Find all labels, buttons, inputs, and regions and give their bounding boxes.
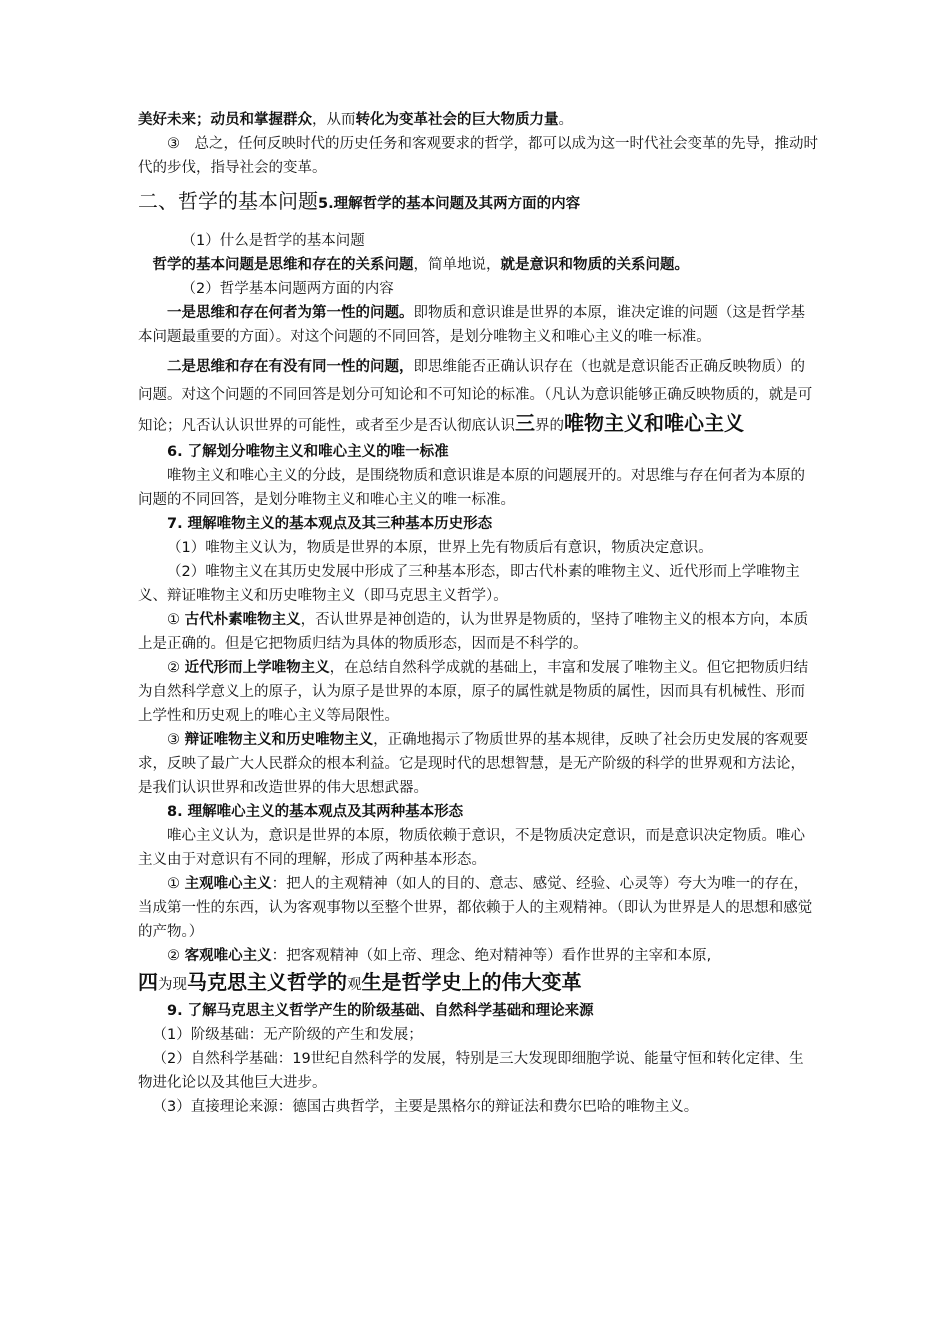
paragraph-continuation (138, 108, 818, 132)
subsection-8-body: 唯心主义认为，意识是世界的本原，物质依赖于意识，不是物质决定意识，而是意识决定物质。唯心主义由于对意识有不同的理解，形成了两种基本形态。 (138, 828, 805, 868)
bold-text: 就是意识和物质的关系问题。 (500, 257, 689, 273)
list-marker: ③ (167, 732, 185, 748)
subsection-7-form-a (138, 608, 818, 656)
list-marker: ① (167, 612, 185, 628)
heading-text: 二、哲学的基本问题 (138, 189, 318, 213)
text: 为现 (158, 977, 187, 993)
question-1-answer (138, 253, 818, 277)
subsection-7-item-2: （2）唯物主义在其历史发展中形成了三种基本形态，即古代朴素的唯物主义、近代形而上学唯物主义、辩证唯物主义和历史唯物主义（即马克思主义哲学）。 (138, 564, 800, 604)
subsection-7-item-1: （1）唯物主义认为，物质是世界的本原，世界上先有物质后有意识，物质决定意识。 (167, 540, 713, 556)
subsection-7-form-b (138, 656, 818, 728)
heading-text: 马克思主义哲学的 (187, 970, 347, 994)
subsection-8-form-a (138, 872, 818, 944)
subsection-9-item-1: （1）阶级基础：无产阶级的产生和发展； (152, 1027, 423, 1043)
text: ，简单地说， (413, 257, 501, 273)
text: ，否认世界是神创造的，认为世界是物质的，坚持了唯物主义的根本方向，本质上是正确的。但是它把物质归结为具体的物质形态，因而是不科学的。 (138, 612, 809, 652)
list-marker: ② (167, 948, 185, 964)
bold-text: 转化为变革社会的巨大物质力量 (355, 112, 559, 128)
question-2: （2）哲学基本问题两方面的内容 (181, 281, 394, 297)
paragraph-summary: ③ 总之，任何反映时代的历史任务和客观要求的哲学，都可以成为这一时代社会变革的先导，推动时代的步伐，指导社会的变革。 (138, 136, 818, 176)
heading-number: 三 (515, 411, 535, 435)
subsection-9-title: 9. 了解马克思主义哲学产生的阶级基础、自然科学基础和理论来源 (167, 1003, 594, 1019)
bold-text: 二是思维和存在有没有同一性的问题， (167, 359, 414, 375)
text: 观 (347, 977, 362, 993)
subsection-6-body: 唯物主义和唯心主义的分歧，是围绕物质和意识谁是本原的问题展开的。对思维与存在何者为本原的问题的不同回答，是划分唯物主义和唯心主义的唯一标准。 (138, 468, 805, 508)
list-marker: ② (167, 660, 185, 676)
subheading-text: 5.理解哲学的基本问题及其两方面的内容 (318, 196, 581, 212)
text: 即物质和意识谁是世界的本原，谁决定谁的问题（这是哲学基本问题最重要的方面）。对这个问题的不同回答，是划分唯物主义和唯心主义的唯一标准。 (138, 305, 805, 345)
bold-text: 古代朴素唯物主义 (184, 612, 301, 628)
list-marker: ① (167, 876, 185, 892)
subsection-8-form-b (138, 944, 818, 968)
question-2-part-b (138, 353, 818, 440)
bold-text: 近代形而上学唯物主义 (184, 660, 330, 676)
subsection-7-title: 7. 理解唯物主义的基本观点及其三种基本历史形态 (167, 516, 493, 532)
heading-number: 四 (138, 970, 158, 994)
question-1: （1）什么是哲学的基本问题 (181, 233, 365, 249)
bold-text: 辩证唯物主义和历史唯物主义 (184, 732, 374, 748)
bold-text: 哲学的基本问题是思维和存在的关系问题 (152, 257, 414, 273)
heading-text: 生是哲学史上的伟大变革 (361, 970, 582, 994)
bold-text: 客观唯心主义 (184, 948, 272, 964)
text: ，正确地揭示了物质世界的基本规律，反映了社会历史发展的客观要求，反映了最广大人民群众的根本利益。它是现时代的思想智慧，是无产阶级的科学的世界观和方法论，是我们认识世界和改造世界的伟大思想武器。 (138, 732, 809, 796)
subsection-6-title: 6. 了解划分唯物主义和唯心主义的唯一标准 (167, 444, 449, 460)
text: ：把人的主观精神（如人的目的、意志、感觉、经验、心灵等）夸大为唯一的存在，当成第一性的东西，认为客观事物以至整个世界，都依赖于人的主观精神。（即认为世界是人的思想和感觉的产物。） (138, 876, 813, 940)
bold-text: 一是思维和存在何者为第一性的问题。 (167, 305, 414, 321)
text: 即思维能否正确认识存在（也就是意识能否正确反映物质）的问题。对这个问题的不同回答是划分可知论和不可知论的标准。（凡认为意识能够正确反映物质的，就是可知论；凡否认认识世界的可能性，或者至少是否认彻底认识 (138, 359, 813, 434)
section-heading-three: 唯物主义和唯心主义 (564, 411, 744, 435)
document-page (138, 108, 818, 1119)
subsection-8-title: 8. 理解唯心主义的基本观点及其两种基本形态 (167, 804, 464, 820)
text: ，在总结自然科学成就的基础上，丰富和发展了唯物主义。但它把物质归结为自然科学意义上的原子，认为原子是世界的本原，原子的属性就是物质的属性，因而具有机械性、形而上学性和历史观上的唯心主义等局限性。 (138, 660, 809, 724)
text: 界的 (535, 418, 564, 434)
bold-text: 主观唯心主义 (184, 876, 272, 892)
subsection-7-form-c (138, 728, 818, 800)
subsection-9-item-3: （3）直接理论来源：德国古典哲学，主要是黑格尔的辩证法和费尔巴哈的唯物主义。 (152, 1099, 699, 1115)
text: ：把客观精神（如上帝、理念、绝对精神等）看作世界的主宰和本原, (271, 948, 712, 964)
bold-text: 美好未来；动员和掌握群众 (138, 112, 312, 128)
subsection-9-item-2: （2）自然科学基础：19世纪自然科学的发展，特别是三大发现即细胞学说、能量守恒和转化定律、生物进化论以及其他巨大进步。 (138, 1051, 804, 1091)
section-heading-four (138, 968, 818, 999)
section-heading-two (138, 184, 818, 221)
question-2-part-a (138, 301, 818, 349)
text: ，从而 (312, 112, 356, 128)
text: 。 (558, 112, 573, 128)
